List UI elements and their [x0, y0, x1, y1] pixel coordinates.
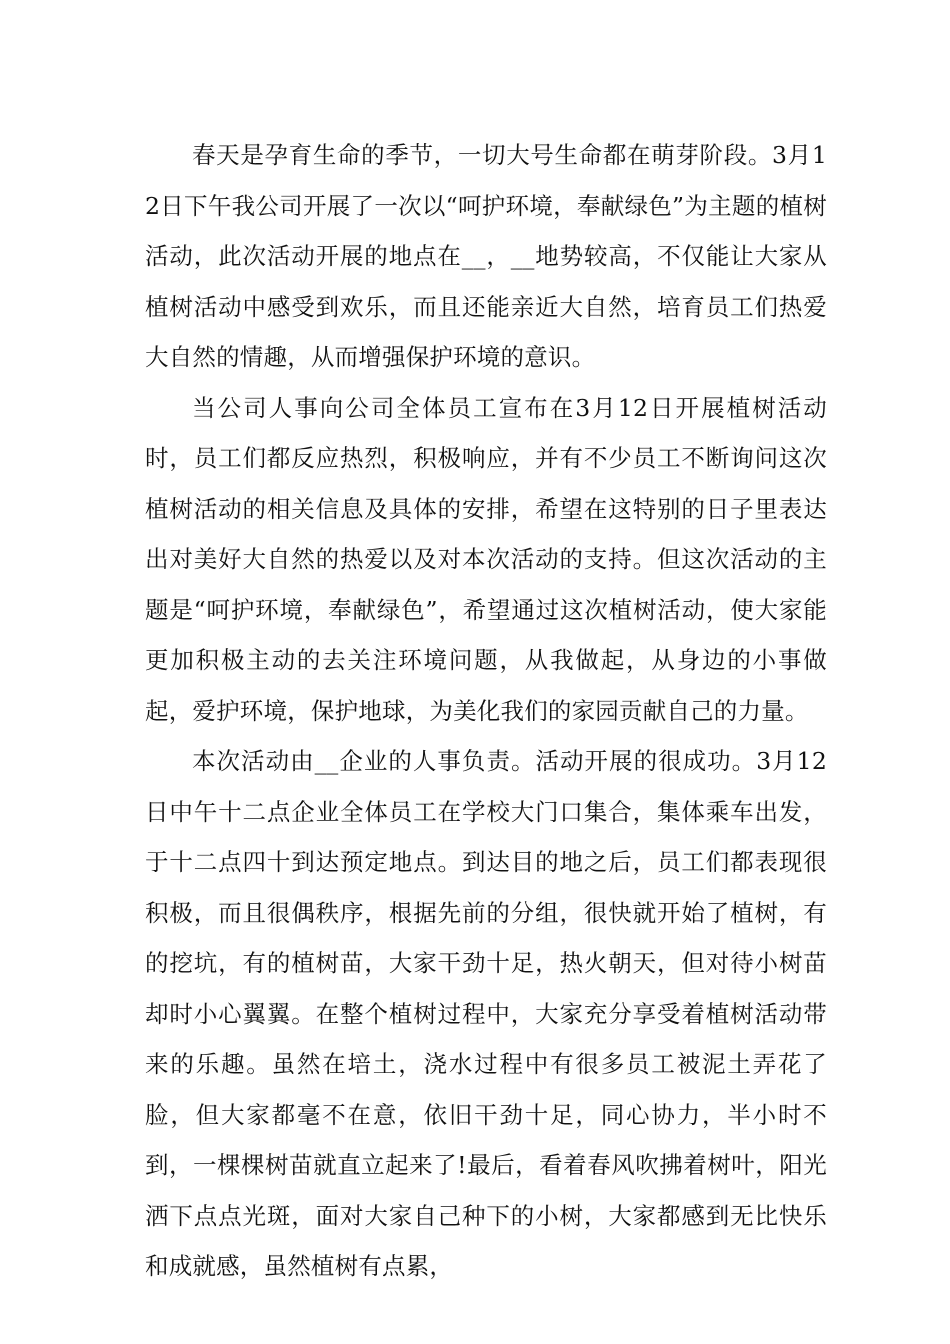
paragraph-1: 春天是孕育生命的季节，一切大号生命都在萌芽阶段。3月12日下午我公司开展了一次以“呵护环境，奉献绿色”为主题的植树活动，此次活动开展的地点在__，__地势较高，不仅能让大家从植树活动中感受到欢乐，而且还能亲近大自然，培育员工们热爱大自然的情趣，从而增强保护环境的意识。 [145, 141, 827, 371]
document-body [145, 130, 827, 1292]
paragraph-3: 本次活动由__企业的人事负责。活动开展的很成功。3月12日中午十二点企业全体员工在学校大门口集合，集体乘车出发，于十二点四十到达预定地点。到达目的地之后，员工们都表现很积极，而且很偶秩序，根据先前的分组，很快就开始了植树，有的挖坑，有的植树苗，大家干劲十足，热火朝天，但对待小树苗却时小心翼翼。在整个植树过程中，大家充分享受着植树活动带来的乐趣。虽然在培土，浇水过程中有很多员工被泥土弄花了脸，但大家都毫不在意，依旧干劲十足，同心协力，半小时不到，一棵棵树苗就直立起来了!最后，看着春风吹拂着树叶，阳光洒下点点光斑，面对大家自己种下的小树，大家都感到无比快乐和成就感，虽然植树有点累， [145, 747, 827, 1280]
paragraph-2: 当公司人事向公司全体员工宣布在3月12日开展植树活动时，员工们都反应热烈，积极响应，并有不少员工不断询问这次植树活动的相关信息及具体的安排，希望在这特别的日子里表达出对美好大自然的热爱以及对本次活动的支持。但这次活动的主题是“呵护环境，奉献绿色”，希望通过这次植树活动，使大家能更加积极主动的去关注环境问题，从我做起，从身边的小事做起，爱护环境，保护地球，为美化我们的家园贡献自己的力量。 [145, 393, 827, 725]
